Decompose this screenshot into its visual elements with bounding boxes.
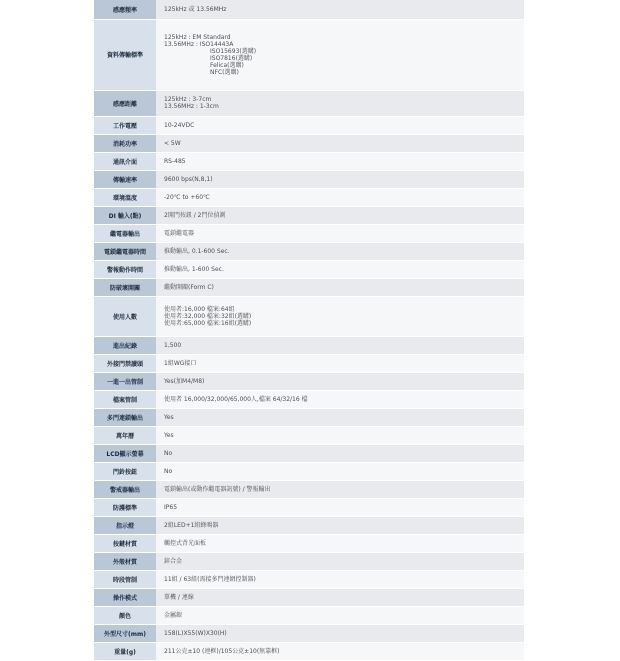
- spec-value: [156, 206, 524, 224]
- spec-row: [94, 534, 524, 552]
- spec-value-line: 125kHz : 3-7cm: [164, 96, 212, 103]
- spec-value: [156, 354, 524, 372]
- spec-value: [156, 408, 524, 426]
- spec-label: 防破壞開關: [94, 278, 156, 296]
- spec-value-line: < 5W: [164, 139, 181, 147]
- spec-value-line: 1,500: [164, 341, 182, 349]
- spec-label: 環境溫度: [94, 188, 156, 206]
- spec-label: 感應距離: [94, 90, 156, 116]
- spec-label: 感應頻率: [94, 0, 156, 19]
- spec-value-line: IP65: [164, 503, 178, 511]
- spec-value: [156, 588, 524, 606]
- spec-label: 警報動作時間: [94, 260, 156, 278]
- spec-value: [156, 242, 524, 260]
- spec-value: [156, 624, 524, 642]
- spec-value: [156, 462, 524, 480]
- spec-value-line: 電鎖繼電器: [164, 229, 195, 237]
- spec-value: [156, 224, 524, 242]
- spec-row: [94, 372, 524, 390]
- spec-row: [94, 606, 524, 624]
- spec-row: [94, 224, 524, 242]
- spec-value-line: 使用者:16,000 檔案:64組: [164, 305, 235, 313]
- spec-value-line: 使用者:32,000 檔案:32組(選購): [164, 312, 252, 320]
- spec-value-line: Yes: [164, 413, 174, 421]
- spec-label: 一進一出管制: [94, 372, 156, 390]
- spec-value-line: Felica(選購): [210, 61, 244, 69]
- spec-value: [156, 426, 524, 444]
- spec-value: [156, 570, 524, 588]
- spec-label: DI 輸入(點): [94, 206, 156, 224]
- spec-value: [156, 480, 524, 498]
- spec-value: [156, 90, 524, 116]
- spec-value-line: 使用者 16,000/32,000/65,000人,檔案 64/32/16 檔: [164, 395, 308, 403]
- spec-row: [94, 444, 524, 462]
- spec-row: [94, 170, 524, 188]
- spec-value: [156, 296, 524, 336]
- spec-label: 通訊介面: [94, 152, 156, 170]
- spec-value-line: 推動輸出, 1-600 Sec.: [164, 265, 224, 273]
- spec-value-line: 單機 / 連線: [164, 593, 194, 601]
- spec-label: 警戒器輸出: [94, 480, 156, 498]
- spec-value: [156, 534, 524, 552]
- spec-row: [94, 134, 524, 152]
- spec-value: [156, 116, 524, 134]
- spec-row: [94, 516, 524, 534]
- spec-value: [156, 444, 524, 462]
- spec-value-line: 158(L)X55(W)X30(H): [164, 629, 227, 637]
- spec-label: 操作模式: [94, 588, 156, 606]
- spec-row: [94, 624, 524, 642]
- spec-value-line: ISO7816(選購): [210, 54, 253, 62]
- spec-value-line: NFC(選購): [210, 68, 239, 76]
- spec-value-line: 11組 / 63組(需接多門連網控制器): [164, 575, 256, 583]
- spec-value: [156, 260, 524, 278]
- spec-label: 電鎖繼電器時間: [94, 242, 156, 260]
- spec-value-line: ISO15693(選購): [210, 47, 257, 55]
- spec-value-line: Yes(加M4/M8): [164, 377, 205, 385]
- spec-value-line: 繼動開關(Form C): [164, 283, 214, 291]
- spec-row: [94, 390, 524, 408]
- spec-value: [156, 606, 524, 624]
- spec-value: [156, 134, 524, 152]
- spec-label: 繼電器輸出: [94, 224, 156, 242]
- spec-row: [94, 0, 524, 19]
- spec-row: [94, 336, 524, 354]
- spec-label: 檔案管制: [94, 390, 156, 408]
- spec-value: [156, 19, 524, 90]
- spec-row: [94, 90, 524, 116]
- spec-value-line: RS-485: [164, 157, 186, 165]
- spec-label: 消耗功率: [94, 134, 156, 152]
- spec-value-line: 125kHz 或 13.56MHz: [164, 5, 227, 13]
- spec-value-line: 使用者:65,000 檔案:16組(選購): [164, 319, 252, 327]
- spec-value-line: Yes: [164, 431, 174, 439]
- spec-label: LCD顯示螢幕: [94, 444, 156, 462]
- spec-label: 重量(g): [94, 642, 156, 660]
- spec-table: [94, 0, 524, 661]
- spec-row: [94, 498, 524, 516]
- spec-value: [156, 0, 524, 19]
- spec-value-line: 2開門按鈕 / 2門位偵測: [164, 211, 226, 219]
- spec-value: [156, 336, 524, 354]
- spec-value-line: 9600 bps(N,8,1): [164, 175, 213, 183]
- spec-value: [156, 152, 524, 170]
- spec-row: [94, 354, 524, 372]
- spec-value-line: 1組WG接口: [164, 359, 197, 367]
- spec-value-line: No: [164, 449, 173, 457]
- spec-row: [94, 480, 524, 498]
- spec-row: [94, 206, 524, 224]
- spec-value-line: 13.56MHz : 1-3cm: [164, 103, 219, 110]
- spec-value: [156, 516, 524, 534]
- spec-value-line: No: [164, 467, 173, 475]
- spec-label: 門鈴按鈕: [94, 462, 156, 480]
- spec-value-line: 推動輸出, 0.1-600 Sec.: [164, 247, 230, 255]
- spec-value: [156, 642, 524, 660]
- spec-row: [94, 260, 524, 278]
- spec-value-line: 金屬銀: [164, 611, 183, 619]
- spec-row: [94, 152, 524, 170]
- spec-value: [156, 552, 524, 570]
- spec-value: [156, 390, 524, 408]
- spec-value-line: 125kHz : EM Standard: [164, 33, 231, 41]
- spec-label: 萬年曆: [94, 426, 156, 444]
- spec-label: 防護標準: [94, 498, 156, 516]
- spec-value-line: 2組LED+1組蜂鳴器: [164, 521, 219, 529]
- spec-value: [156, 170, 524, 188]
- spec-row: [94, 408, 524, 426]
- spec-label: 時段管制: [94, 570, 156, 588]
- spec-row: [94, 552, 524, 570]
- spec-row: [94, 296, 524, 336]
- spec-table-body: [94, 0, 524, 660]
- spec-row: [94, 278, 524, 296]
- spec-label: 進出紀錄: [94, 336, 156, 354]
- spec-row: [94, 588, 524, 606]
- spec-value-line: 211公克±10 (連框)/105公克±10(無靠框): [164, 647, 280, 655]
- spec-row: [94, 19, 524, 90]
- spec-row: [94, 116, 524, 134]
- spec-label: 資料傳輸標準: [94, 19, 156, 90]
- spec-value-line: 鋅合金: [164, 557, 183, 565]
- spec-value: [156, 278, 524, 296]
- spec-row: [94, 462, 524, 480]
- spec-value-line: 10-24VDC: [164, 121, 195, 129]
- spec-value: [156, 372, 524, 390]
- spec-label: 指示燈: [94, 516, 156, 534]
- spec-row: [94, 242, 524, 260]
- spec-label: 工作電壓: [94, 116, 156, 134]
- spec-label: 外接門禁讀頭: [94, 354, 156, 372]
- spec-row: [94, 642, 524, 660]
- spec-label: 外型尺寸(mm): [94, 624, 156, 642]
- spec-value-line: -20℃ to +60℃: [164, 193, 210, 201]
- spec-value-line: 電鎖輸出(或動作繼電器訊號) / 警報輸出: [164, 485, 271, 493]
- spec-label: 使用人數: [94, 296, 156, 336]
- spec-label: 按鍵材質: [94, 534, 156, 552]
- spec-label: 多門連鎖輸出: [94, 408, 156, 426]
- spec-row: [94, 188, 524, 206]
- spec-value-line: 觸控式背光面板: [164, 539, 207, 547]
- spec-value: [156, 188, 524, 206]
- spec-row: [94, 570, 524, 588]
- spec-label: 傳輸速率: [94, 170, 156, 188]
- spec-value-line: 13.56MHz : ISO14443A: [164, 40, 234, 48]
- spec-label: 顏色: [94, 606, 156, 624]
- spec-value: [156, 498, 524, 516]
- spec-label: 外殼材質: [94, 552, 156, 570]
- spec-row: [94, 426, 524, 444]
